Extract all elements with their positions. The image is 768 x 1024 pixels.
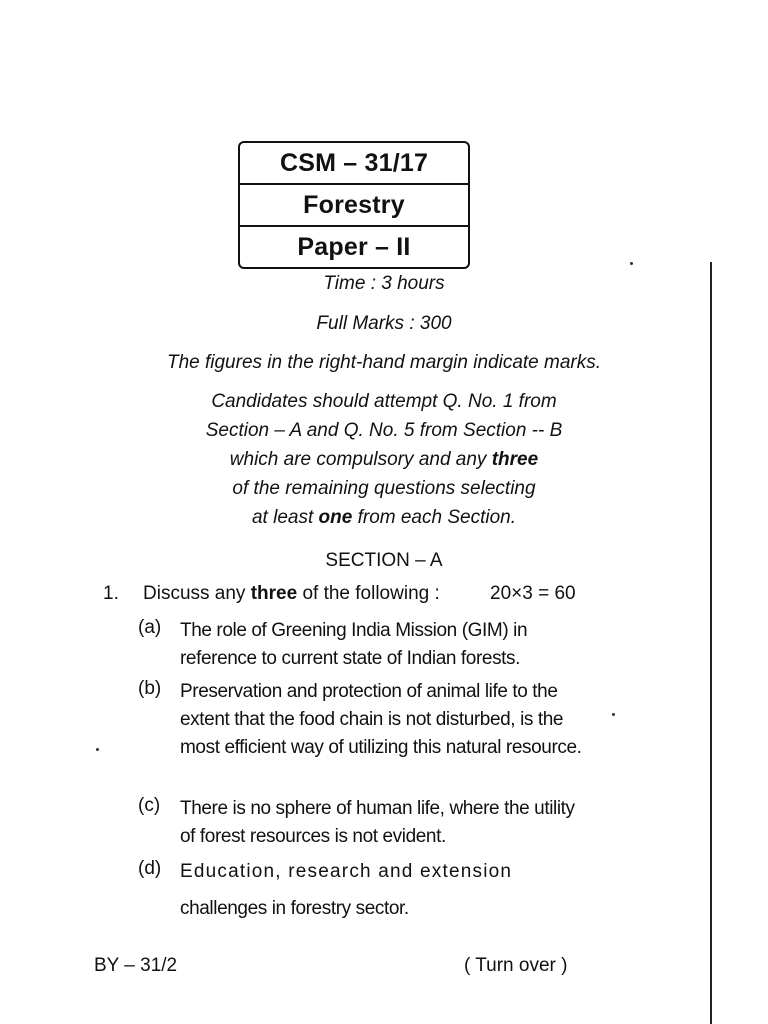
scan-speck (612, 713, 615, 716)
instruction-line: Candidates should attempt Q. No. 1 from (211, 391, 557, 412)
scan-speck (96, 748, 99, 751)
part-text-d-line1: Education, research and extension (180, 861, 513, 882)
instruction-line (90, 503, 678, 532)
part-label-d: (d) (138, 858, 162, 879)
title-box (238, 141, 470, 269)
question-text-part: of the following : (297, 583, 440, 604)
instruction-text: which are compulsory and any (229, 449, 492, 470)
footer-code: BY – 31/2 (94, 955, 178, 976)
part-label-c: (c) (138, 795, 161, 816)
instruction-text: at least (251, 507, 319, 528)
instruction-line: Section – A and Q. No. 5 from Section -- B (205, 420, 563, 441)
instruction-text: from each Section. (352, 507, 517, 528)
part-text-a: The role of Greening India Mission (GIM) in reference to current state of Indian forests. (180, 620, 528, 669)
margin-note: The figures in the right-hand margin indicate marks. (166, 352, 602, 373)
instructions (90, 387, 678, 532)
paper-code: CSM – 31/17 (279, 149, 429, 177)
instruction-line (90, 445, 678, 474)
scan-edge-line (710, 262, 712, 1024)
question-marks: 20×3 = 60 (490, 583, 576, 604)
question-text (143, 583, 440, 605)
full-marks: Full Marks : 300 (316, 313, 452, 334)
part-text-c: There is no sphere of human life, where the utility of forest resources is not evident. (180, 798, 575, 847)
time-allowed: Time : 3 hours (323, 273, 445, 294)
section-a-heading: SECTION – A (325, 550, 443, 571)
part-text-b: Preservation and protection of animal life to the extent that the food chain is not disturbed, is the most efficient way of utilizing this natural resource. (180, 681, 582, 758)
part-label-a: (a) (138, 617, 162, 638)
question-number: 1. (103, 583, 119, 604)
instruction-emphasis: one (318, 507, 353, 528)
instruction-line: of the remaining questions selecting (232, 478, 536, 499)
scan-speck (630, 262, 633, 265)
paper-number: Paper – II (240, 225, 468, 267)
subject-title: Forestry (240, 183, 468, 225)
part-text-d-line2: challenges in forestry sector. (180, 898, 409, 919)
turn-over-note: ( Turn over ) (464, 955, 568, 976)
question-text-part: Discuss any (143, 583, 251, 604)
instruction-emphasis: three (491, 449, 539, 470)
question-emphasis: three (250, 583, 298, 604)
part-label-b: (b) (138, 678, 162, 699)
